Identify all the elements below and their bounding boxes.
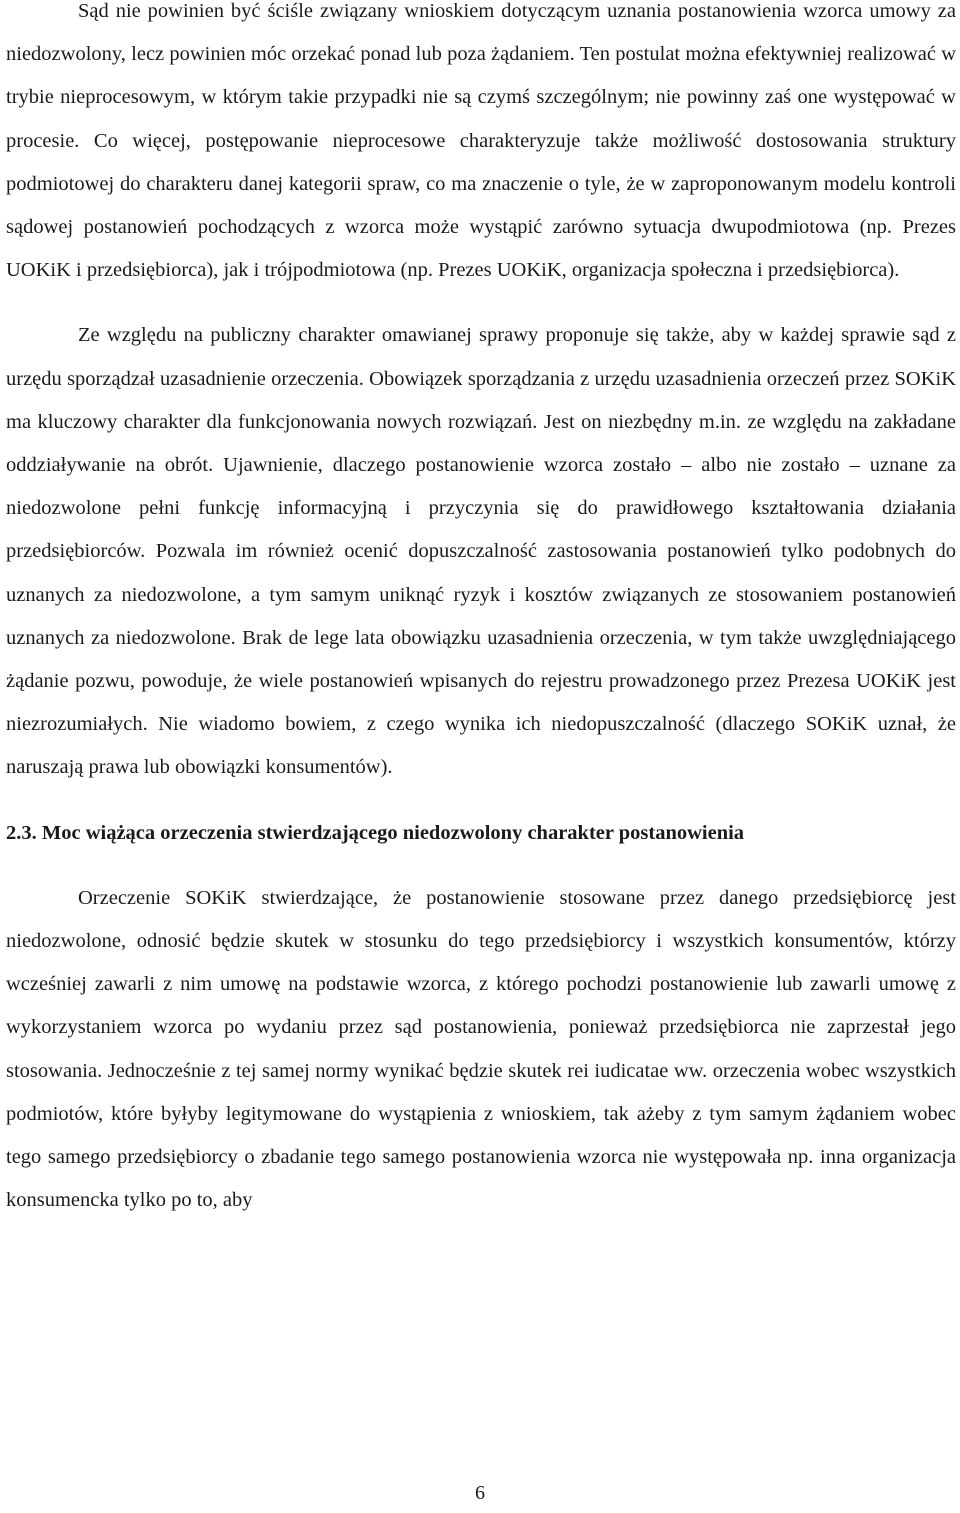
paragraph-3: Orzeczenie SOKiK stwierdzające, że postanowienie stosowane przez danego przedsiębiorcę jest niedozwolone, odnosić będzie skutek w stosunku do tego przedsiębiorcy i wszystkich konsumentów, którzy wcześniej zawarli z nim umowę na podstawie wzorca, z którego pochodzi postanowienie lub zawarli umowę z wykorzystaniem wzorca po wydaniu przez sąd postanowienia, ponieważ przedsiębiorca nie zaprzestał jego stosowania. Jednocześnie z tej samej normy wynikać będzie skutek rei iudicatae ww. orzeczenia wobec wszystkich podmiotów, które byłyby legitymowane do wystąpienia z wnioskiem, tak ażeby z tym samym żądaniem wobec tego samego przedsiębiorcy o zbadanie tego samego postanowienia wzorca nie występowała np. inna organizacja konsumencka tylko po to, aby xyxy=(6,886,956,1212)
section-title: Moc wiążąca orzeczenia stwierdzającego niedozwolony charakter postanowienia xyxy=(41,821,745,844)
section-number: 2.3. xyxy=(6,821,37,844)
document-page xyxy=(6,0,956,1222)
paragraph-2: Ze względu na publiczny charakter omawianej sprawy proponuje się także, aby w każdej sprawie sąd z urzędu sporządzał uzasadnienie orzeczenia. Obowiązek sporządzania z urzędu uzasadnienia orzeczeń przez SOKiK ma kluczowy charakter dla funkcjonowania nowych rozwiązań. Jest on niezbędny m.in. ze względu na zakładane oddziaływanie na obrót. Ujawnienie, dlaczego postanowienie wzorca zostało – albo nie zostało – uznane za niedozwolone pełni funkcję informacyjną i przyczynia się do prawidłowego kształtowania działania przedsiębiorców. Pozwala im również ocenić dopuszczalność zastosowania postanowień tylko podobnych do uznanych za niedozwolone, a tym samym uniknąć ryzyk i kosztów związanych ze stosowaniem postanowień uznanych za niedozwolone. Brak de lege lata obowiązku uzasadnienia orzeczenia, w tym także uwzględniającego żądanie pozwu, powoduje, że wiele postanowień wpisanych do rejestru prowadzonego przez Prezesa UOKiK jest niezrozumiałych. Nie wiadomo bowiem, z czego wynika ich niedopuszczalność (dlaczego SOKiK uznał, że naruszają prawa lub obowiązki konsumentów). xyxy=(6,324,956,779)
page-number: 6 xyxy=(475,1482,485,1504)
section-heading xyxy=(6,812,956,855)
paragraph-1: Sąd nie powinien być ściśle związany wnioskiem dotyczącym uznania postanowienia wzorca umowy za niedozwolony, lecz powinien móc orzekać ponad lub poza żądaniem. Ten postulat można efektywniej realizować w trybie nieprocesowym, w którym takie przypadki nie są czymś szczególnym; nie powinny zaś one występować w procesie. Co więcej, postępowanie nieprocesowe charakteryzuje także możliwość dostosowania struktury podmiotowej do charakteru danej kategorii spraw, co ma znaczenie o tyle, że w zaproponowanym modelu kontroli sądowej postanowień pochodzących z wzorca może wystąpić zarówno sytuacja dwupodmiotowa (np. Prezes UOKiK i przedsiębiorca), jak i trójpodmiotowa (np. Prezes UOKiK, organizacja społeczna i przedsiębiorca). xyxy=(6,0,956,282)
